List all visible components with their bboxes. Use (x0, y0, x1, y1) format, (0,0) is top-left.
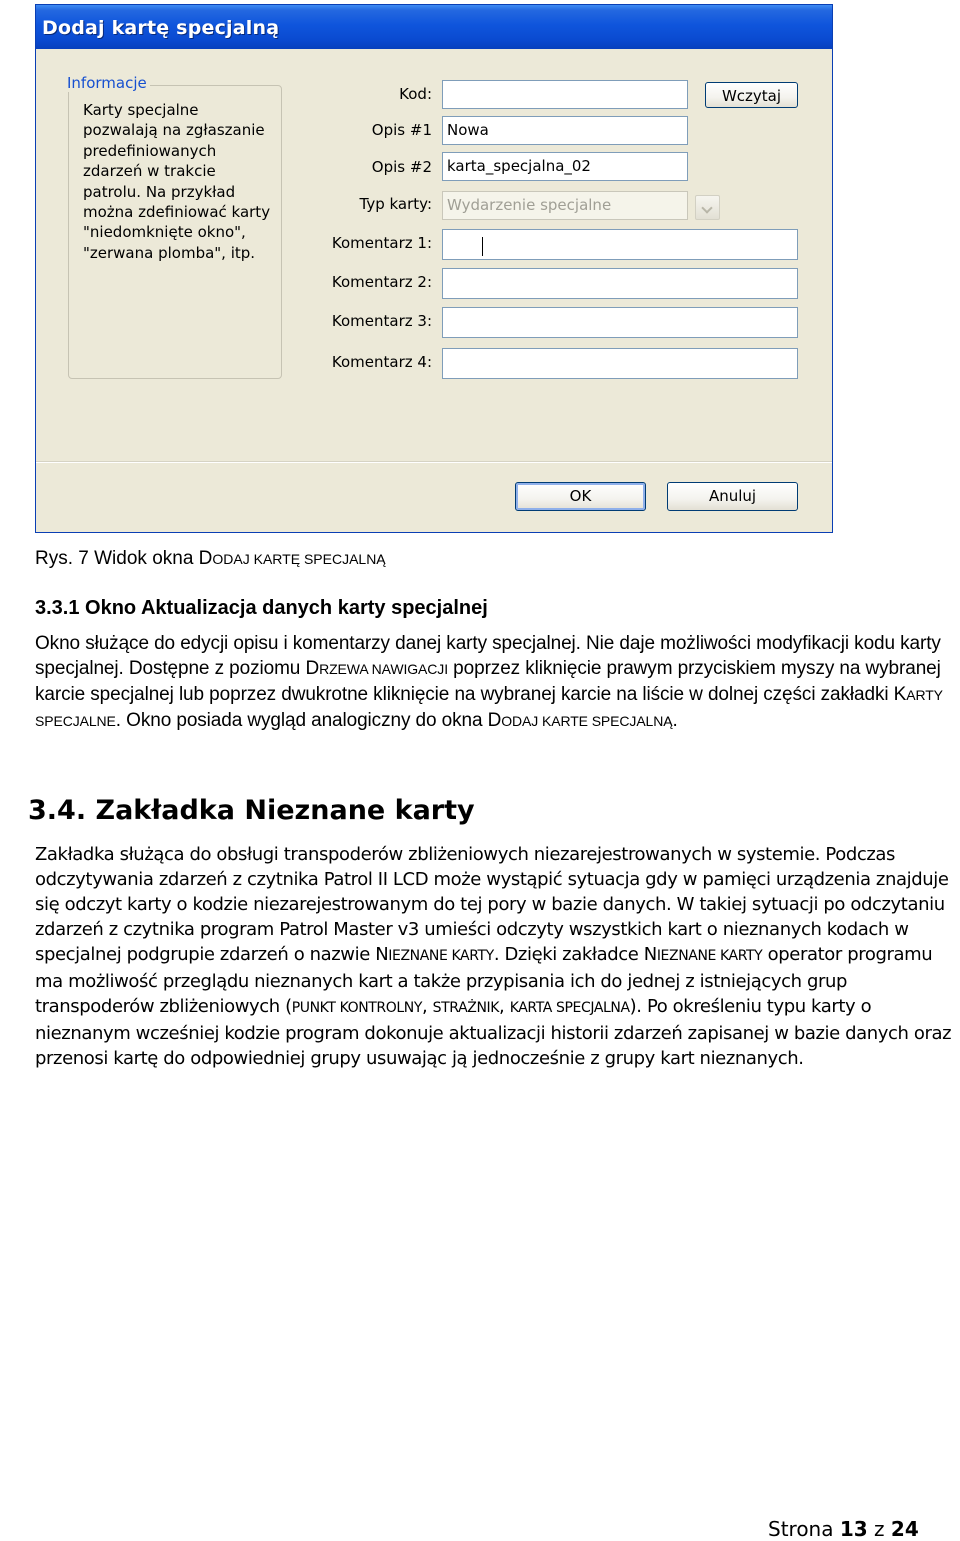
opis1-label: Opis #1 (371, 121, 432, 139)
anuluj-button[interactable]: Anuluj (667, 482, 798, 511)
komentarz4-input[interactable] (442, 348, 798, 379)
typ-karty-label: Typ karty: (359, 195, 432, 213)
paragraph-3-3-1: Okno służące do edycji opisu i komentarzy danej karty specjalnej. Nie daje możliwości modyfikacji kodu karty specjalnej. Dostępne z poziomu DRZEWA NAWIGACJI poprzez kliknięcie prawym przyciskiem myszy na wybranej karcie specjalnej lub poprzez dwukrotne kliknięcie na wybranej karcie na liście w dolnej części zakładki KARTY SPECJALNE. Okno posiada wygląd analogiczny do okna DODAJ KARTE SPECJALNĄ. (35, 633, 943, 731)
info-text: Karty specjalne pozwalają na zgłaszanie predefiniowanych zdarzeń w trakcie patrolu. Na przykład można zdefiniować karty "niedomknięte okno", "zerwana plomba", itp. (83, 101, 271, 262)
wczytaj-button[interactable]: Wczytaj (705, 82, 798, 108)
page-footer: Strona 13 z 24 (768, 1517, 919, 1541)
title-bar[interactable] (36, 5, 832, 49)
section-heading-3-4: 3.4. Zakładka Nieznane karty (28, 795, 475, 826)
kod-label: Kod: (399, 85, 432, 103)
section-heading-3-3-1: 3.3.1 Okno Aktualizacja danych karty specjalnej (35, 597, 488, 619)
komentarz3-input[interactable] (442, 307, 798, 338)
info-legend: Informacje (64, 74, 150, 92)
text-caret (482, 237, 483, 256)
kod-input[interactable] (442, 80, 688, 109)
komentarz2-input[interactable] (442, 268, 798, 299)
opis1-input[interactable]: Nowa (442, 116, 688, 145)
window-title: Dodaj kartę specjalną (42, 17, 280, 39)
komentarz1-input[interactable] (442, 229, 798, 260)
komentarz1-label: Komentarz 1: (331, 234, 432, 252)
figure-caption: Rys. 7 Widok okna DODAJ KARTĘ SPECJALNĄ (35, 548, 386, 569)
dialog-separator (36, 461, 832, 463)
typ-karty-select[interactable]: Wydarzenie specjalne (442, 191, 688, 220)
ok-button[interactable]: OK (515, 482, 646, 511)
dialog-window (35, 4, 833, 533)
chevron-down-icon[interactable] (695, 195, 720, 220)
komentarz4-label: Komentarz 4: (331, 353, 432, 371)
opis2-input[interactable]: karta_specjalna_02 (442, 152, 688, 181)
komentarz3-label: Komentarz 3: (331, 312, 432, 330)
komentarz2-label: Komentarz 2: (331, 273, 432, 291)
opis2-label: Opis #2 (371, 158, 432, 176)
paragraph-3-4: Zakładka służąca do obsługi transpoderów zbliżeniowych niezarejestrowanych w systemie. Podczas odczytywania zdarzeń z czytnika Patrol II LCD może wystąpić sytuacja gdy w pamięci urządzenia znajduje się odczyt karty o kodzie niezarejestrowanym do tej pory w bazie danych. W takiej sytuacji po odczytaniu zdarzeń z czytnika program Patrol Master v3 umieści odczyty wszystkich kart o nieznanych kodach w specjalnej podgrupie zdarzeń o nazwie NIEZNANE KARTY. Dzięki zakładce NIEZNANE KARTY operator programu ma możliwość przeglądu nieznanych kart a także przypisania ich do jednej z istniejących grup transpoderów zbliżeniowych (PUNKT KONTROLNY, STRAŻNIK, KARTA SPECJALNA). Po określeniu typu karty o nieznanym wcześniej kodzie program dokonuje aktualizacji historii zdarzeń zapisanej w bazie danych oraz przenosi kartę do odpowiedniej grupy usuwając ją jednocześnie z grupy kart nieznanych. (35, 844, 952, 1069)
